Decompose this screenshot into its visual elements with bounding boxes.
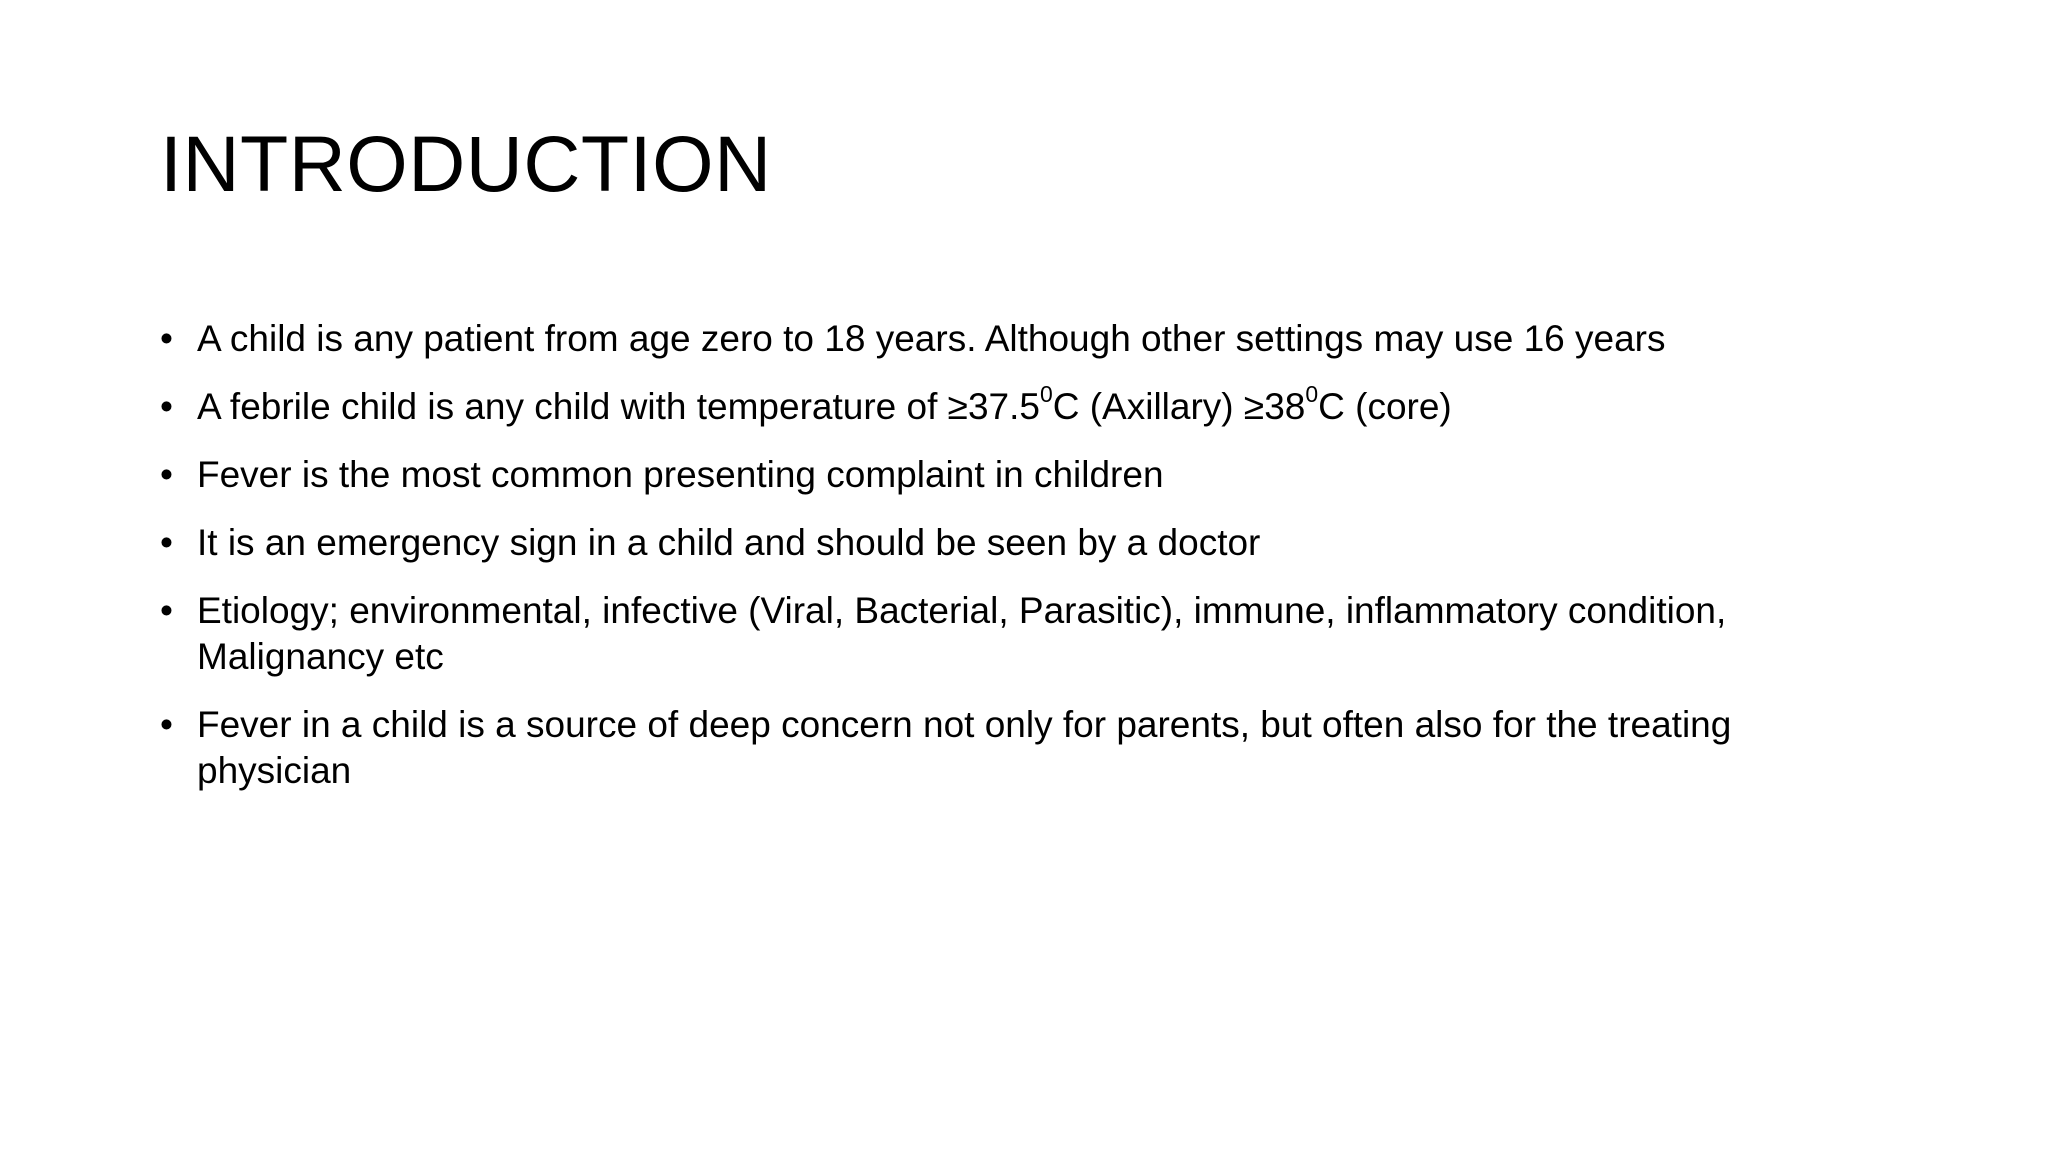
bullet-item-deep-concern — [160, 702, 1880, 794]
bullet-text: A child is any patient from age zero to 18 years. Although other settings may use 16 years — [197, 318, 1666, 359]
bullet-list — [160, 316, 1880, 816]
temperature-text-part-3: C (core) — [1318, 386, 1452, 427]
temperature-text-part-1: A febrile child is any child with temperature of ≥37.5 — [197, 386, 1040, 427]
temperature-text-part-2: C (Axillary) ≥38 — [1052, 386, 1306, 427]
bullet-marker: • — [160, 704, 173, 745]
degree-superscript: 0 — [1039, 381, 1053, 408]
slide-title: INTRODUCTION — [160, 119, 772, 208]
bullet-item-febrile-definition — [160, 381, 1880, 430]
bullet-item-etiology — [160, 588, 1880, 680]
bullet-marker: • — [160, 590, 173, 631]
bullet-item-common-complaint — [160, 452, 1880, 498]
bullet-text: It is an emergency sign in a child and should be seen by a doctor — [197, 522, 1261, 563]
bullet-item-age-definition — [160, 316, 1880, 362]
bullet-marker: • — [160, 386, 173, 427]
bullet-text — [197, 381, 1452, 427]
degree-superscript: 0 — [1305, 381, 1319, 408]
bullet-text: Fever is the most common presenting complaint in children — [197, 454, 1164, 495]
bullet-marker: • — [160, 318, 173, 359]
bullet-item-emergency-sign — [160, 520, 1880, 566]
bullet-text: Etiology; environmental, infective (Viral, Bacterial, Parasitic), immune, inflammatory condition, Malignancy etc — [197, 590, 1727, 677]
bullet-text: Fever in a child is a source of deep concern not only for parents, but often also for the treating physician — [197, 704, 1732, 791]
bullet-marker: • — [160, 522, 173, 563]
bullet-marker: • — [160, 454, 173, 495]
